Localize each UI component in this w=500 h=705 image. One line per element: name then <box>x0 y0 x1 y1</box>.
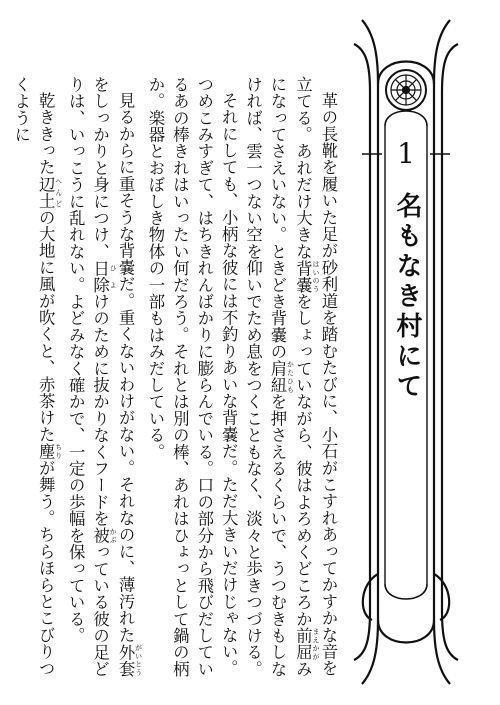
ruby-word: 塵 ちり <box>36 443 63 460</box>
ruby-word: 背嚢 はいのう <box>293 259 320 294</box>
text-run: 革の長靴を履いた足が砂利道を踏むたびに、小石がこすれあってかすかな音を立てる。あれだけ大きな <box>293 76 338 677</box>
text-run: 乾ききった <box>36 92 56 176</box>
ruby-word: 前屈 まえかが <box>293 627 320 661</box>
furigana: ひよ <box>109 259 118 294</box>
ruby-word: 外套 がいとう <box>116 643 143 677</box>
chapter-title-frame <box>348 14 464 690</box>
text-run: をしょっていながら、彼はよろめくどころか <box>293 293 313 628</box>
text-run: みになってさえいない。ときどき背嚢の <box>268 76 313 678</box>
paragraph <box>240 76 340 678</box>
furigana: かたひも <box>286 359 295 394</box>
ruby-word: 被 かぶ <box>90 526 118 544</box>
chapter-title: 名もなき村にて <box>392 192 422 402</box>
furigana: はいのう <box>312 259 320 294</box>
paragraph <box>143 76 241 678</box>
paragraph <box>63 76 143 678</box>
body-text <box>11 76 340 678</box>
furigana: まえかが <box>312 627 320 661</box>
ruby-word: 日除 ひよ <box>90 259 118 294</box>
furigana: かぶ <box>109 526 118 544</box>
text-run: 見るからに重そうな背嚢だ。重くないわけがない。それなのに、薄汚れた <box>116 92 136 644</box>
text-run: っている彼の足どりは、いっこうに乱れない。よどみなく確かで、一定の歩幅を保っている。 <box>66 76 110 678</box>
text-run: を押さえるくらいで、うつむきもしなければ、雲一つない空を仰いでため息をつくこともなく、淡々と歩きつづける。 <box>243 76 287 678</box>
ruby-word: 肩紐 かたひも <box>268 359 295 394</box>
furigana: がいとう <box>134 643 143 677</box>
paragraph <box>8 76 62 678</box>
furigana: ちり <box>54 443 63 460</box>
text-run: けのために抜かりなくフードを <box>90 293 110 527</box>
chapter-number: 1 <box>397 137 415 170</box>
text-run: それにしても、小柄な彼には不釣りあいな背嚢だ。ただ大きいだけじゃない。つめこみすぎて、はちきれんばかりに膨らんでいる。口の部分から飛びだしているあの棒きれはいったい何だろう。それとは別の棒、あれはひょっとして鍋の柄か。楽器とおぼしき物体の一部もはみだしている。 <box>145 76 239 678</box>
text-run: の大地に風が吹くと、赤茶けた <box>36 209 56 444</box>
text-run: が舞う。ちらほらとこびりつくように <box>11 76 56 677</box>
furigana: へんど <box>54 175 63 210</box>
ruby-word: 辺土 へんど <box>36 175 63 210</box>
text-run: をしっかりと身につけ、 <box>90 76 110 260</box>
